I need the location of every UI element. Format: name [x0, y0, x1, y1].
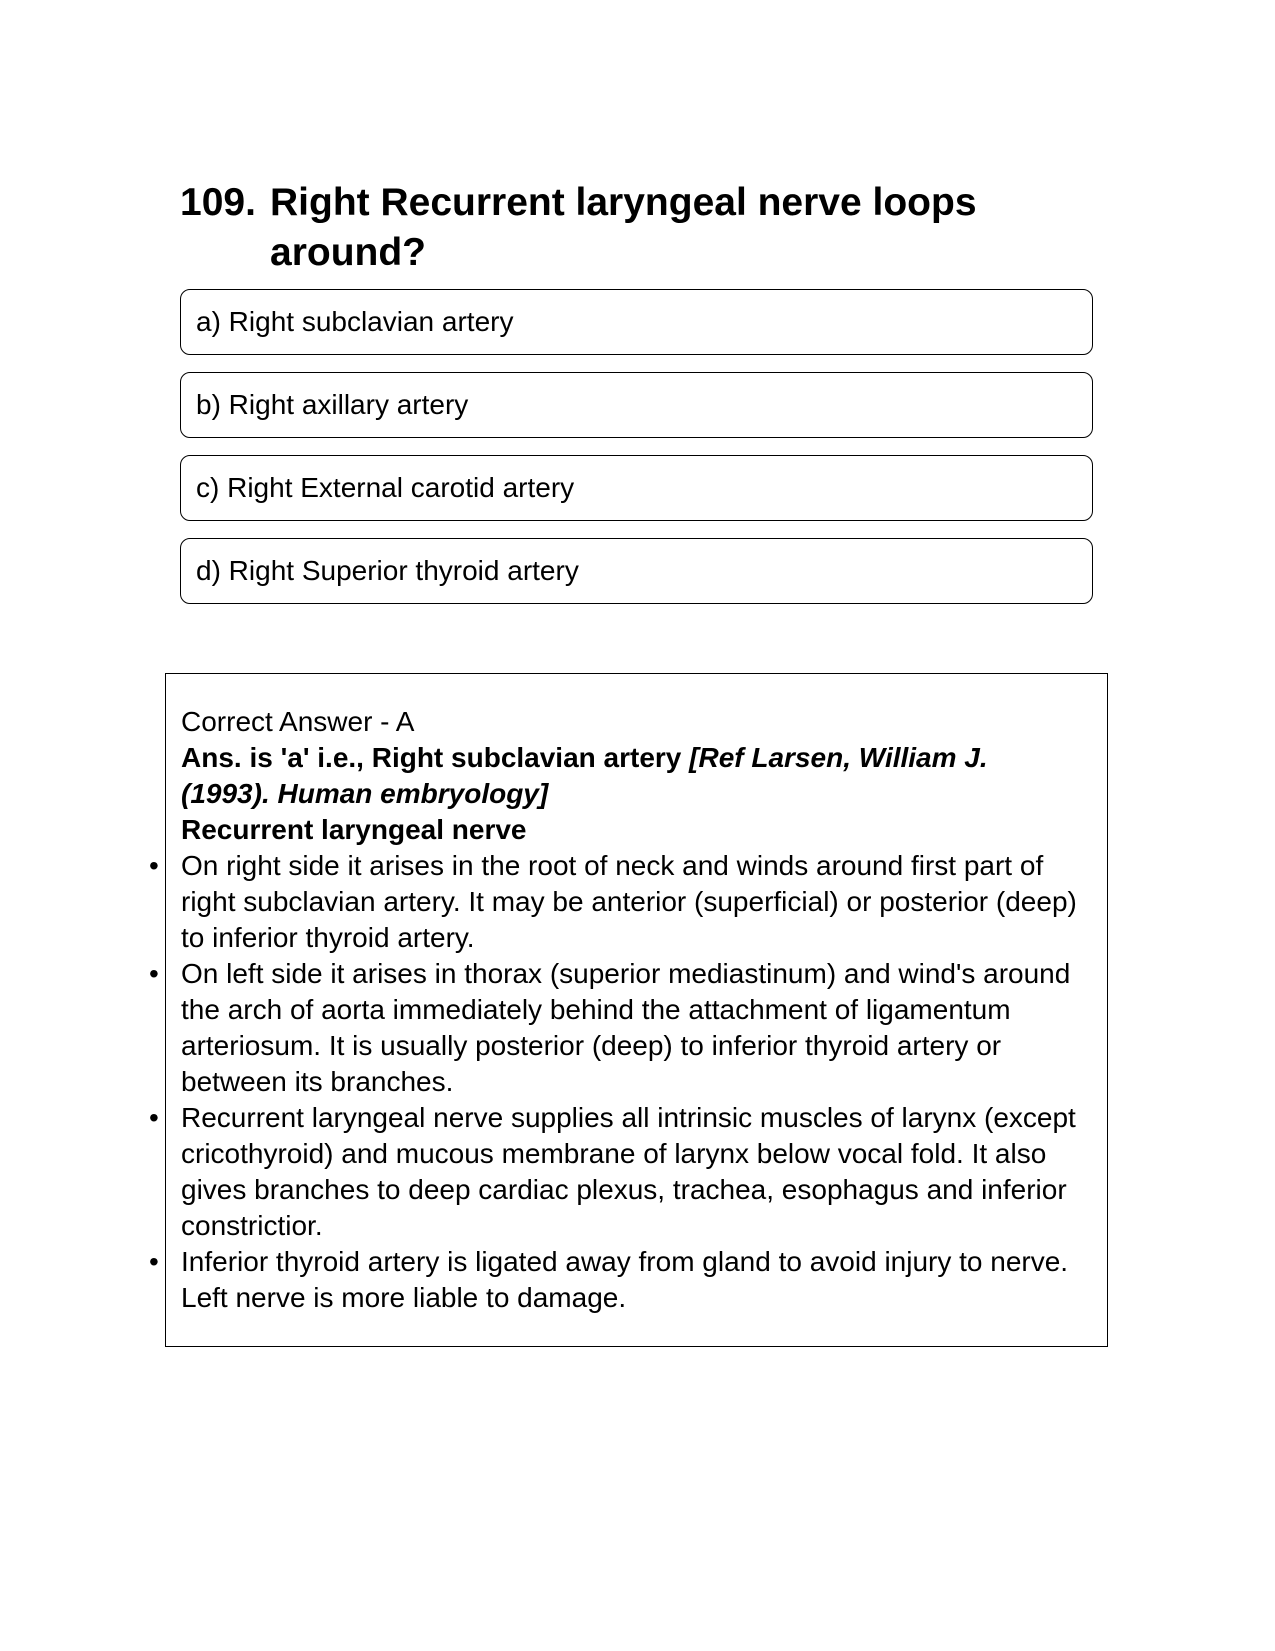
- option-c[interactable]: c) Right External carotid artery: [180, 455, 1093, 521]
- list-item-text: Recurrent laryngeal nerve supplies all intrinsic muscles of larynx (except cricothyroid) and mucous membrane of larynx below vocal fold. It also gives branches to deep cardiac plexus, trachea, esophagus and inferior constrictior.: [181, 1102, 1076, 1241]
- list-item-text: Inferior thyroid artery is ligated away from gland to avoid injury to nerve. Left nerve is more liable to damage.: [181, 1246, 1069, 1313]
- list-item: [149, 956, 1081, 1100]
- section-heading: Recurrent laryngeal nerve: [181, 814, 527, 845]
- correct-answer-line: Correct Answer - A: [181, 706, 415, 737]
- explanation-bullet-list: [149, 848, 1081, 1316]
- option-b[interactable]: b) Right axillary artery: [180, 372, 1093, 438]
- list-item-text: On left side it arises in thorax (superior mediastinum) and wind's around the arch of aorta immediately behind the attachment of ligamentum arteriosum. It is usually posterior (deep) to inferior thyroid artery or between its branches.: [181, 958, 1071, 1097]
- question-text: Right Recurrent laryngeal nerve loops around?: [270, 181, 977, 274]
- bullet-icon: •: [149, 958, 159, 989]
- answer-reference: [Ref Larsen, William J. (1993). Human embryology]: [181, 742, 988, 809]
- bullet-icon: •: [149, 850, 159, 881]
- answer-explanation: [149, 704, 1081, 1316]
- option-d[interactable]: d) Right Superior thyroid artery: [180, 538, 1093, 604]
- list-item: [149, 1244, 1081, 1316]
- answer-statement: [181, 740, 1081, 812]
- list-item: [149, 848, 1081, 956]
- bullet-icon: •: [149, 1102, 159, 1133]
- option-a[interactable]: a) Right subclavian artery: [180, 289, 1093, 355]
- list-item: [149, 1100, 1081, 1244]
- answer-bold-text: Ans. is 'a' i.e., Right subclavian artery: [181, 742, 690, 773]
- bullet-icon: •: [149, 1246, 159, 1277]
- question-number: 109.: [180, 181, 256, 224]
- list-item-text: On right side it arises in the root of neck and winds around first part of right subclavian artery. It may be anterior (superficial) or posterior (deep) to inferior thyroid artery.: [181, 850, 1077, 953]
